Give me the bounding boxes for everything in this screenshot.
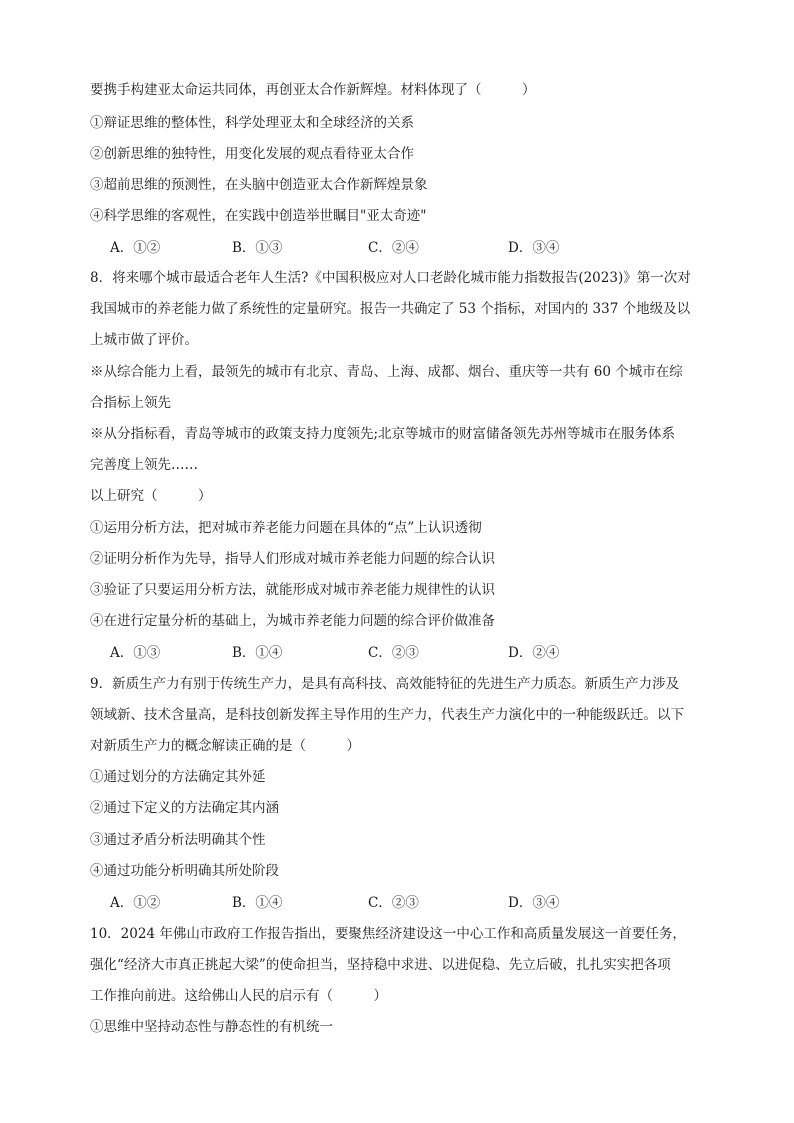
q9-item-2: ②通过下定义的方法确定其内涵 xyxy=(90,800,279,816)
q8-item-3: ③验证了只要运用分析方法，就能形成对城市养老能力规律性的认识 xyxy=(90,582,495,598)
q8-item-4: ④在进行定量分析的基础上，为城市养老能力问题的综合评价做准备 xyxy=(90,613,495,629)
q7-option-b[interactable]: B．①③ xyxy=(232,240,283,256)
q9-stem-line-1: 9．新质生产力有别于传统生产力，是具有高科技、高效能特征的先进生产力质态。新质生产力涉及 xyxy=(90,676,680,692)
q8-stem-line-6: ※从分指标看，青岛等城市的政策支持力度领先;北京等城市的财富储备领先苏州等城市在服务体系 xyxy=(90,426,676,442)
q8-stem-line-2: 我国城市的养老能力做了系统性的定量研究。报告一共确定了 53 个指标，对国内的 337 个地级及以 xyxy=(90,301,691,317)
q8-option-d[interactable]: D．②④ xyxy=(508,645,560,661)
q8-stem-line-7: 完善度上领先…… xyxy=(90,457,198,473)
q8-option-b[interactable]: B．①④ xyxy=(232,645,283,661)
q8-stem-line-5: 合指标上领先 xyxy=(90,395,171,411)
q8-stem-line-1: 8．将来哪个城市最适合老年人生活?《中国积极应对人口老龄化城市能力指数报告(2023)》第一次对 xyxy=(90,270,691,286)
q9-item-4: ④通过功能分析明确其所处阶段 xyxy=(90,863,279,879)
q8-option-a[interactable]: A．①③ xyxy=(110,645,161,661)
q9-option-a[interactable]: A．①② xyxy=(110,895,161,911)
q10-stem-line-2: 强化“经济大市真正挑起大梁”的使命担当，坚持稳中求进、以进促稳、先立后破，扎扎实实把各项 xyxy=(90,957,671,973)
q10-item-1: ①思维中坚持动态性与静态性的有机统一 xyxy=(90,1019,333,1035)
q7-option-c[interactable]: C．②④ xyxy=(368,240,419,256)
q8-stem-line-3: 上城市做了评价。 xyxy=(90,332,198,348)
q8-options xyxy=(110,643,710,663)
q8-item-1: ①运用分析方法，把对城市养老能力问题在具体的“点”上认识透彻 xyxy=(90,520,482,536)
q7-stem-tail: 要携手构建亚太命运共同体，再创亚太合作新辉煌。材料体现了（ ） xyxy=(90,82,536,98)
q9-stem-line-2: 领域新、技术含量高，是科技创新发挥主导作用的生产力，代表生产力演化中的一种能级跃迁。以下 xyxy=(90,707,684,723)
q10-stem-line-1: 10．2024 年佛山市政府工作报告指出，要聚焦经济建设这一中心工作和高质量发展这一首要任务， xyxy=(90,926,686,942)
q9-options xyxy=(110,893,710,913)
q9-option-b[interactable]: B．①④ xyxy=(232,895,283,911)
q9-item-3: ③通过矛盾分析法明确其个性 xyxy=(90,832,266,848)
q8-item-2: ②证明分析作为先导，指导人们形成对城市养老能力问题的综合认识 xyxy=(90,551,495,567)
q7-item-4: ④科学思维的客观性，在实践中创造举世瞩目"亚太奇迹" xyxy=(90,208,427,224)
q10-stem-line-3: 工作推向前进。这给佛山人民的启示有（ ） xyxy=(90,988,387,1004)
q7-options xyxy=(110,238,710,258)
q7-item-2: ②创新思维的独特性，用变化发展的观点看待亚太合作 xyxy=(90,146,414,162)
q8-stem-line-4: ※从综合能力上看，最领先的城市有北京、青岛、上海、成都、烟台、重庆等一共有 60 个城市在综 xyxy=(90,364,683,380)
q7-option-d[interactable]: D．③④ xyxy=(508,240,560,256)
q7-item-1: ①辩证思维的整体性，科学处理亚太和全球经济的关系 xyxy=(90,115,414,131)
q9-option-c[interactable]: C．②③ xyxy=(368,895,419,911)
q8-option-c[interactable]: C．②③ xyxy=(368,645,419,661)
q9-item-1: ①通过划分的方法确定其外延 xyxy=(90,769,266,785)
q9-stem-line-3: 对新质生产力的概念解读正确的是（ ） xyxy=(90,738,360,754)
q7-item-3: ③超前思维的预测性，在头脑中创造亚太合作新辉煌景象 xyxy=(90,177,428,193)
q9-option-d[interactable]: D．③④ xyxy=(508,895,560,911)
q8-stem-line-8: 以上研究（ ） xyxy=(90,488,212,504)
q7-option-a[interactable]: A．①② xyxy=(110,240,161,256)
